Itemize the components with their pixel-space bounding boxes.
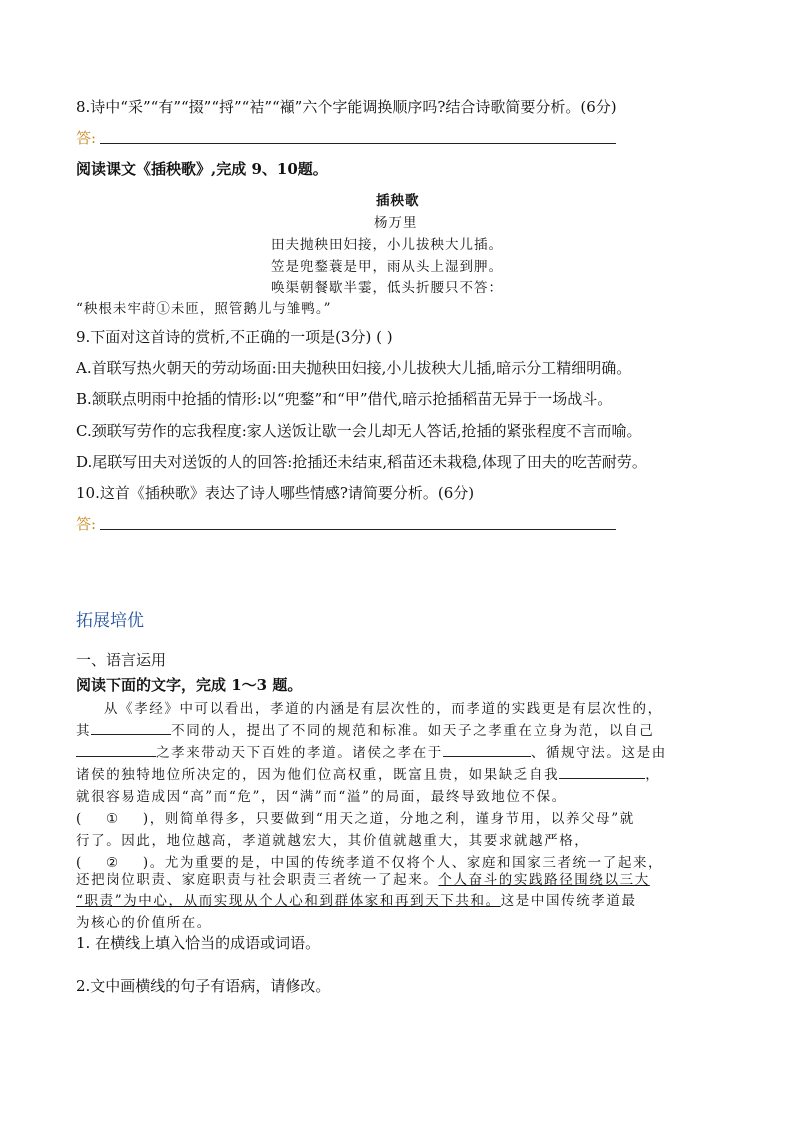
- question-10: 10.这首《插秧歌》表达了诗人哪些情感?请简要分析。(6分): [76, 484, 475, 502]
- passage-line: 之孝来带动天下百姓的孝道。诸侯之孝在于 、循规守法。这是由: [76, 741, 667, 761]
- passage-line: 行了。因此，地位越高，孝道就越宏大，其价值就越重大，其要求就越严格，: [76, 833, 590, 849]
- passage-line: 还把岗位职责、家庭职责与社会职责三者统一了起来。个人奋斗的实践路径围绕以三大: [76, 872, 650, 888]
- answer-label-10: 答:: [76, 515, 97, 533]
- option-a[interactable]: A.首联写热火朝天的劳动场面:田夫抛秧田妇接,小儿拔秧大儿插,暗示分工精细明确。: [76, 359, 632, 377]
- task-1: 1. 在横线上填入恰当的成语或词语。: [76, 934, 321, 952]
- blank-2[interactable]: [76, 744, 156, 757]
- reading-instruction: 阅读课文《插秧歌》,完成 9、10题。: [76, 160, 328, 178]
- passage-line: 从《孝经》中可以看出，孝道的内涵是有层次性的，而孝道的实践更是有层次性的，: [104, 701, 663, 717]
- question-9-stem: 9.下面对这首诗的赏析,不正确的一项是(3分) ( ): [76, 328, 393, 346]
- section-subheading: 一、语言运用: [76, 651, 167, 669]
- reading-instruction-2: 阅读下面的文字，完成 1～3 题。: [76, 676, 303, 694]
- passage-line: 为核心的价值所在。: [76, 915, 212, 931]
- blank-3[interactable]: [443, 744, 531, 757]
- underlined-sentence: 个人奋斗的实践路径围绕以三大: [438, 872, 650, 888]
- passage-line: “职责”为中心，从而实现从个人心和到群体家和再到天下共和。这是中国传统孝道最: [76, 893, 637, 909]
- placeholder-1: ①: [106, 811, 120, 827]
- answer-label-8: 答:: [76, 129, 97, 147]
- answer-line-10[interactable]: [100, 529, 616, 530]
- question-8: 8.诗中“采”“有”“掇”“捋”“袺”“襭”六个字能调换顺序吗?结合诗歌简要分析。(6分): [76, 98, 617, 116]
- option-d[interactable]: D.尾联写田夫对送饭的人的回答:抢插还未结束,稻苗还未栽稳,体现了田夫的吃苦耐劳。: [76, 453, 647, 471]
- poem-line: “秧根未牢莳①未匝，照管鹅儿与雏鸭。”: [76, 301, 332, 317]
- option-c[interactable]: C.颈联写劳作的忘我程度:家人送饭让歇一会儿却无人答话,抢插的紧张程度不言而喻。: [76, 422, 642, 440]
- passage-line: 诸侯的独特地位所决定的，因为他们位高权重，既富且贵，如果缺乏自我 ，: [76, 767, 661, 783]
- underlined-sentence-cont: “职责”为中心，从而实现从个人心和到群体家和再到天下共和。: [76, 893, 501, 909]
- blank-1[interactable]: [91, 722, 171, 735]
- placeholder-2: ②: [106, 855, 120, 871]
- poem-line: 田夫抛秧田妇接，小儿拔秧大儿插。: [271, 237, 503, 253]
- passage-line: 其 不同的人，提出了不同的规范和标准。如天子之孝重在立身为范，以自己: [76, 723, 655, 739]
- answer-line-8[interactable]: [100, 143, 616, 144]
- poem-author: 杨万里: [374, 215, 418, 231]
- passage-line: 就很容易造成因“高”而“危”，因“满”而“溢”的局面，最终导致地位不保。: [76, 789, 567, 805]
- poem-line: 唤渠朝餐歇半霎，低头折腰只不答：: [271, 280, 503, 296]
- poem-title: 插秧歌: [376, 193, 420, 209]
- poem-line: 笠是兜鍪蓑是甲，雨从头上湿到胛。: [271, 259, 503, 275]
- section-heading: 拓展培优: [76, 611, 144, 631]
- passage-line: ( ① )，则简单得多，只要做到“用天之道，分地之利，谨身节用，以养父母”就: [76, 811, 635, 827]
- blank-4[interactable]: [559, 766, 645, 779]
- task-2: 2.文中画横线的句子有语病，请修改。: [76, 977, 331, 995]
- passage-line: ( ② )。尤为重要的是，中国的传统孝道不仅将个人、家庭和国家三者统一了起来，: [76, 855, 664, 871]
- option-b[interactable]: B.颔联点明雨中抢插的情形:以“兜鍪”和“甲”借代,暗示抢插稻苗无异于一场战斗。: [76, 390, 613, 408]
